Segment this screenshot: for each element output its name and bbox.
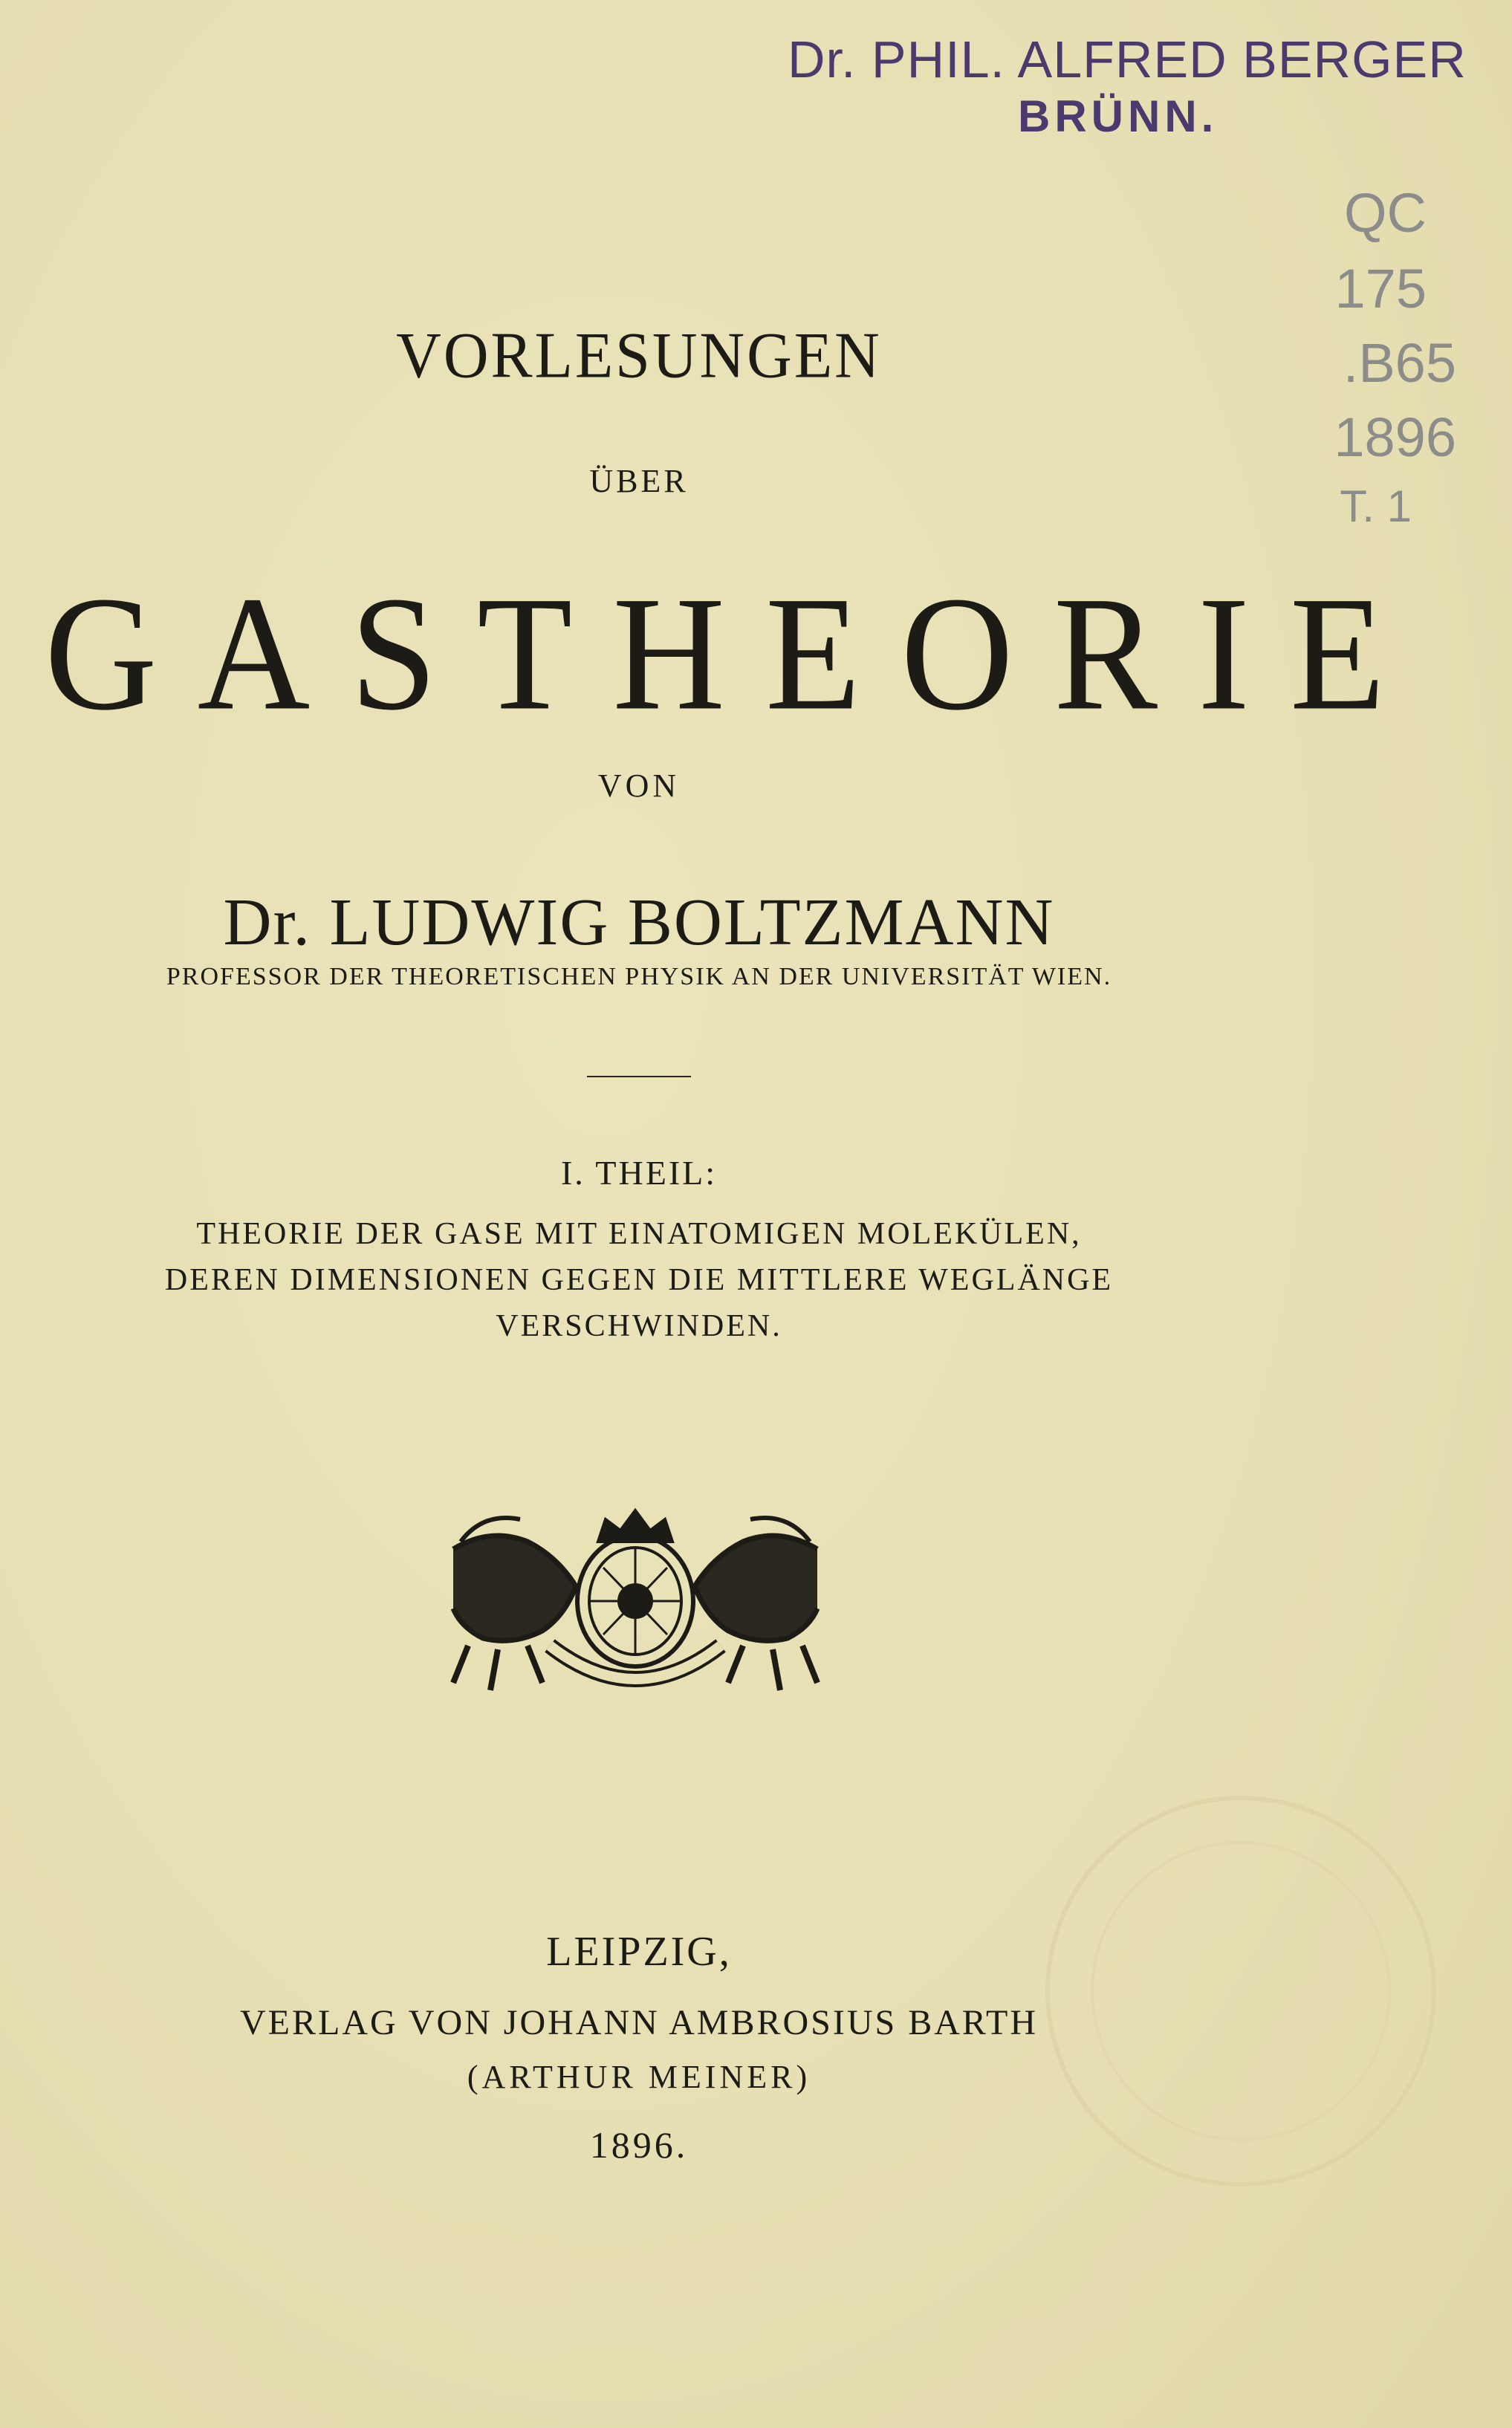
imprint-publisher-note: (ARTHUR MEINER)	[467, 2059, 811, 2095]
part-subtitle-line: VERSCHWINDEN.	[496, 1309, 782, 1343]
owner-stamp-line1: Dr. PHIL. ALFRED BERGER	[788, 30, 1467, 88]
call-number-line: .B65	[1343, 332, 1456, 394]
divider-rule	[587, 1076, 691, 1077]
imprint-year: 1896.	[589, 2124, 689, 2166]
part-subtitle-line: THEORIE DER GASE MIT EINATOMIGEN MOLEKÜLEN,	[196, 1217, 1082, 1251]
author-name: Dr. LUDWIG BOLTZMANN	[223, 886, 1055, 959]
author-affiliation: PROFESSOR DER THEORETISCHEN PHYSIK AN DER UNIVERSITÄT WIEN.	[166, 963, 1112, 990]
call-number	[1263, 182, 1456, 531]
von-word: VON	[597, 767, 681, 804]
part-subtitle-line: DEREN DIMENSIONEN GEGEN DIE MITTLERE WEGLÄNGE	[164, 1263, 1114, 1297]
imprint-city: LEIPZIG,	[546, 1929, 732, 1975]
call-number-line: 175	[1334, 258, 1427, 319]
uber-word: ÜBER	[589, 463, 689, 499]
call-number-line: 1896	[1334, 406, 1456, 468]
owner-stamp-line2: BRÜNN.	[1018, 91, 1219, 141]
lecture-title: VORLESUNGEN	[396, 319, 882, 392]
imprint-publisher: VERLAG VON JOHANN AMBROSIUS BARTH	[240, 2003, 1038, 2042]
call-number-line: T. 1	[1340, 481, 1412, 531]
main-title: GASTHEORIE	[45, 563, 1426, 744]
part-label: I. THEIL:	[560, 1154, 718, 1192]
publisher-emblem	[438, 1497, 832, 1713]
call-number-line: QC	[1344, 182, 1427, 244]
part-subtitle	[0, 1211, 1278, 1349]
